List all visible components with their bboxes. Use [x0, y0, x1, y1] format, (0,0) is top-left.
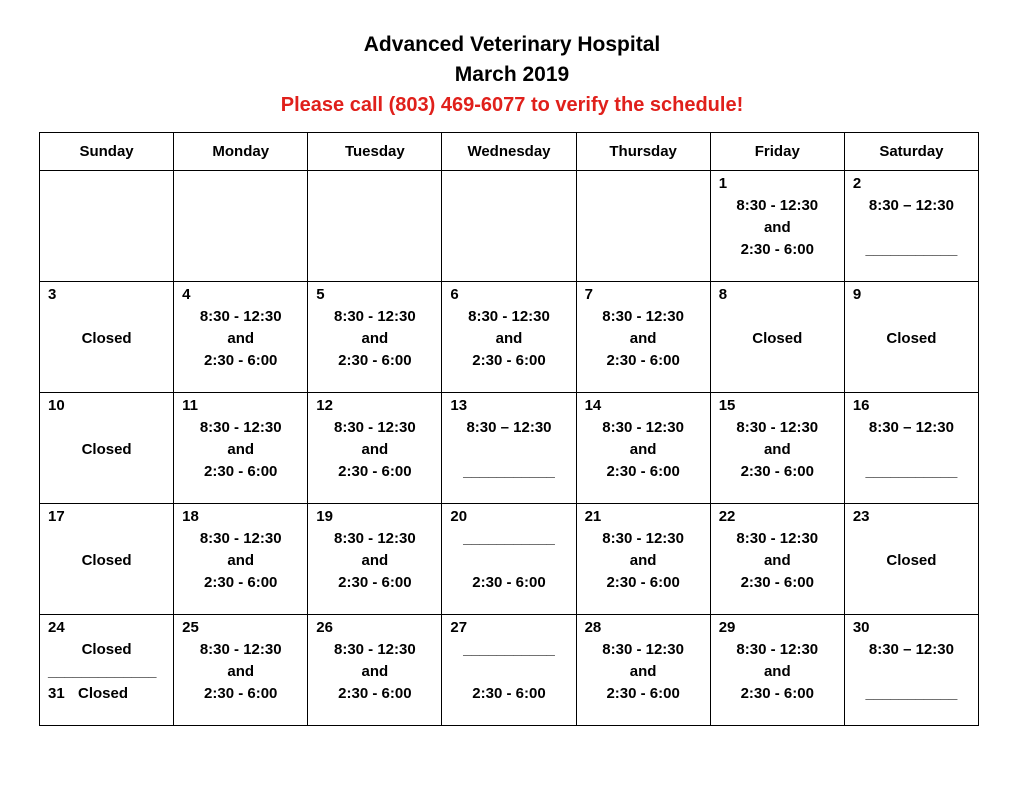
hours-line: and [629, 552, 657, 569]
hours-line: and [361, 663, 389, 680]
hours-line: 2:30 - 6:00 [606, 463, 680, 480]
hours-line: 8:30 - 12:30 [736, 197, 819, 214]
blank-line [40, 306, 173, 328]
day-number: 15 [718, 397, 736, 414]
hours-line: and [361, 441, 389, 458]
hours-line: 8:30 – 12:30 [868, 641, 954, 658]
day-cell [40, 282, 174, 393]
hours-line: and [629, 441, 657, 458]
day-number: 16 [852, 397, 870, 414]
day-cell [174, 615, 308, 726]
day-cell [308, 504, 442, 615]
calendar-week-row [40, 393, 979, 504]
blank-line [442, 661, 575, 683]
hours-line: 2:30 - 6:00 [740, 685, 814, 702]
hours-line: ___________ [865, 241, 958, 258]
hours-line: ___________ [463, 641, 555, 658]
day-number: 7 [584, 286, 593, 303]
hours-line: Closed [886, 552, 937, 569]
hours-line: and [763, 219, 791, 236]
day-number: 8 [718, 286, 728, 303]
day-cell [576, 282, 710, 393]
day-cell [40, 504, 174, 615]
day-number: 20 [450, 508, 468, 525]
hours-line: 8:30 - 12:30 [736, 530, 819, 547]
hours-line: ___________ [865, 685, 958, 702]
day-number: 1 [718, 175, 728, 192]
divider-rule: _____________ [48, 663, 157, 680]
day-cell [40, 171, 174, 282]
day-cell [710, 282, 844, 393]
day-cell [710, 504, 844, 615]
day-number: 30 [852, 619, 870, 636]
hours-line: 8:30 - 12:30 [602, 530, 684, 547]
day-cell [308, 393, 442, 504]
hours-line: 2:30 - 6:00 [472, 352, 546, 369]
day-number: 24 [48, 619, 65, 636]
hours-line: 8:30 - 12:30 [199, 530, 282, 547]
day-cell [844, 171, 978, 282]
hours-line: 2:30 - 6:00 [204, 685, 278, 702]
blank-line [845, 439, 978, 461]
day-cell [442, 615, 576, 726]
day-number: 31 [48, 685, 65, 702]
day-number: 25 [182, 619, 199, 636]
hours-line: ___________ [865, 463, 958, 480]
hours-line: 8:30 – 12:30 [868, 419, 954, 436]
day-number: 12 [316, 397, 333, 414]
calendar-week-row [40, 615, 979, 726]
hours-line: and [763, 663, 791, 680]
day-number: 28 [584, 619, 602, 636]
calendar-week-row [40, 282, 979, 393]
day-cell [710, 615, 844, 726]
hours-line: and [227, 552, 255, 569]
blank-line [845, 306, 978, 328]
day-cell [308, 282, 442, 393]
blank-line [711, 306, 844, 328]
hours-line: and [763, 441, 791, 458]
hours-line: and [763, 552, 791, 569]
calendar-week-row [40, 504, 979, 615]
hours-line: 2:30 - 6:00 [606, 574, 680, 591]
hours-line: 2:30 - 6:00 [606, 352, 680, 369]
hours-line: and [629, 330, 657, 347]
day-cell [40, 393, 174, 504]
hours-line: Closed [886, 330, 937, 347]
page-header [0, 30, 1024, 120]
hours-line: 2:30 - 6:00 [338, 685, 412, 702]
hours-line: 8:30 – 12:30 [868, 197, 954, 214]
day-number: 26 [316, 619, 333, 636]
day-cell [710, 171, 844, 282]
day-number: 27 [450, 619, 468, 636]
hours-line: ___________ [463, 463, 555, 480]
weekday-friday: Friday [710, 133, 844, 171]
hours-line: 8:30 - 12:30 [602, 641, 684, 658]
hours-line: 8:30 - 12:30 [333, 530, 416, 547]
day-number: 3 [48, 286, 57, 303]
hours-line: and [361, 330, 389, 347]
day-cell [844, 615, 978, 726]
blank-line [845, 661, 978, 683]
blank-line [40, 528, 173, 550]
hours-line: 8:30 - 12:30 [736, 641, 819, 658]
weekday-header-row [40, 133, 979, 171]
day-cell [576, 504, 710, 615]
hours-line: 8:30 – 12:30 [466, 419, 552, 436]
hours-line: Closed [81, 641, 132, 658]
blank-line [845, 217, 978, 239]
day-cell [174, 504, 308, 615]
hours-line: 8:30 - 12:30 [333, 308, 416, 325]
day-number: 29 [718, 619, 736, 636]
hours-line: and [227, 330, 255, 347]
day-number: 22 [718, 508, 736, 525]
weekday-saturday: Saturday [844, 133, 978, 171]
day-cell [844, 282, 978, 393]
hours-line: 8:30 - 12:30 [333, 641, 416, 658]
hours-line: 2:30 - 6:00 [740, 463, 814, 480]
day-cell [442, 504, 576, 615]
month-title: March 2019 [454, 63, 570, 86]
hours-line: 8:30 - 12:30 [736, 419, 819, 436]
hours-line: 8:30 - 12:30 [333, 419, 416, 436]
hours-line: 2:30 - 6:00 [204, 574, 278, 591]
weekday-wednesday: Wednesday [442, 133, 576, 171]
blank-line [442, 439, 575, 461]
hours-line: 8:30 - 12:30 [199, 419, 282, 436]
hours-line: and [227, 441, 255, 458]
verify-notice: Please call (803) 469-6077 to verify the schedule! [280, 94, 744, 116]
hours-line: 8:30 - 12:30 [468, 308, 550, 325]
hours-line: Closed [81, 441, 132, 458]
day-cell [174, 171, 308, 282]
hours-line: Closed [78, 685, 129, 702]
hours-line: and [629, 663, 657, 680]
hours-line: 2:30 - 6:00 [740, 241, 814, 258]
day-number: 18 [182, 508, 199, 525]
weekday-monday: Monday [174, 133, 308, 171]
hours-line: 8:30 - 12:30 [602, 308, 684, 325]
blank-line [845, 528, 978, 550]
day-cell [442, 282, 576, 393]
weekday-tuesday: Tuesday [308, 133, 442, 171]
day-cell [174, 393, 308, 504]
hours-line: and [361, 552, 389, 569]
day-cell [844, 393, 978, 504]
hours-line: Closed [81, 552, 132, 569]
day-cell [308, 171, 442, 282]
day-number: 23 [852, 508, 870, 525]
hours-line: 2:30 - 6:00 [204, 463, 278, 480]
hours-line: and [227, 663, 255, 680]
hours-line: Closed [752, 330, 803, 347]
day-number: 21 [584, 508, 602, 525]
day-cell [442, 171, 576, 282]
hours-line: 8:30 - 12:30 [199, 641, 282, 658]
hours-line: 2:30 - 6:00 [472, 574, 546, 591]
hours-line: 2:30 - 6:00 [472, 685, 546, 702]
day-number: 17 [48, 508, 65, 525]
hours-line: 2:30 - 6:00 [338, 352, 412, 369]
calendar-week-row [40, 171, 979, 282]
hours-line: ___________ [463, 530, 555, 547]
hours-line: Closed [81, 330, 132, 347]
weekday-thursday: Thursday [576, 133, 710, 171]
page-title: Advanced Veterinary Hospital [363, 33, 661, 56]
day-number: 14 [584, 397, 602, 414]
day-number: 19 [316, 508, 333, 525]
hours-line: 8:30 - 12:30 [199, 308, 282, 325]
day-cell [576, 393, 710, 504]
hours-line: 2:30 - 6:00 [204, 352, 278, 369]
hours-line: 8:30 - 12:30 [602, 419, 684, 436]
weekday-sunday: Sunday [40, 133, 174, 171]
day-number: 4 [182, 286, 191, 303]
day-number: 11 [182, 397, 198, 414]
hours-line: 2:30 - 6:00 [338, 574, 412, 591]
day-number: 6 [450, 286, 459, 303]
day-number: 5 [316, 286, 325, 303]
day-cell [710, 393, 844, 504]
day-number: 9 [852, 286, 862, 303]
blank-line [40, 417, 173, 439]
hours-line: 2:30 - 6:00 [740, 574, 814, 591]
day-number: 13 [450, 397, 468, 414]
day-cell [576, 615, 710, 726]
hours-line: and [495, 330, 523, 347]
day-number: 2 [852, 175, 862, 192]
blank-line [442, 550, 575, 572]
day-cell [174, 282, 308, 393]
day-number: 10 [48, 397, 65, 414]
day-cell [576, 171, 710, 282]
day-cell [40, 615, 174, 726]
hours-line: 2:30 - 6:00 [606, 685, 680, 702]
schedule-calendar [39, 132, 979, 726]
day-cell [308, 615, 442, 726]
day-cell [844, 504, 978, 615]
hours-line: 2:30 - 6:00 [338, 463, 412, 480]
day-cell [442, 393, 576, 504]
